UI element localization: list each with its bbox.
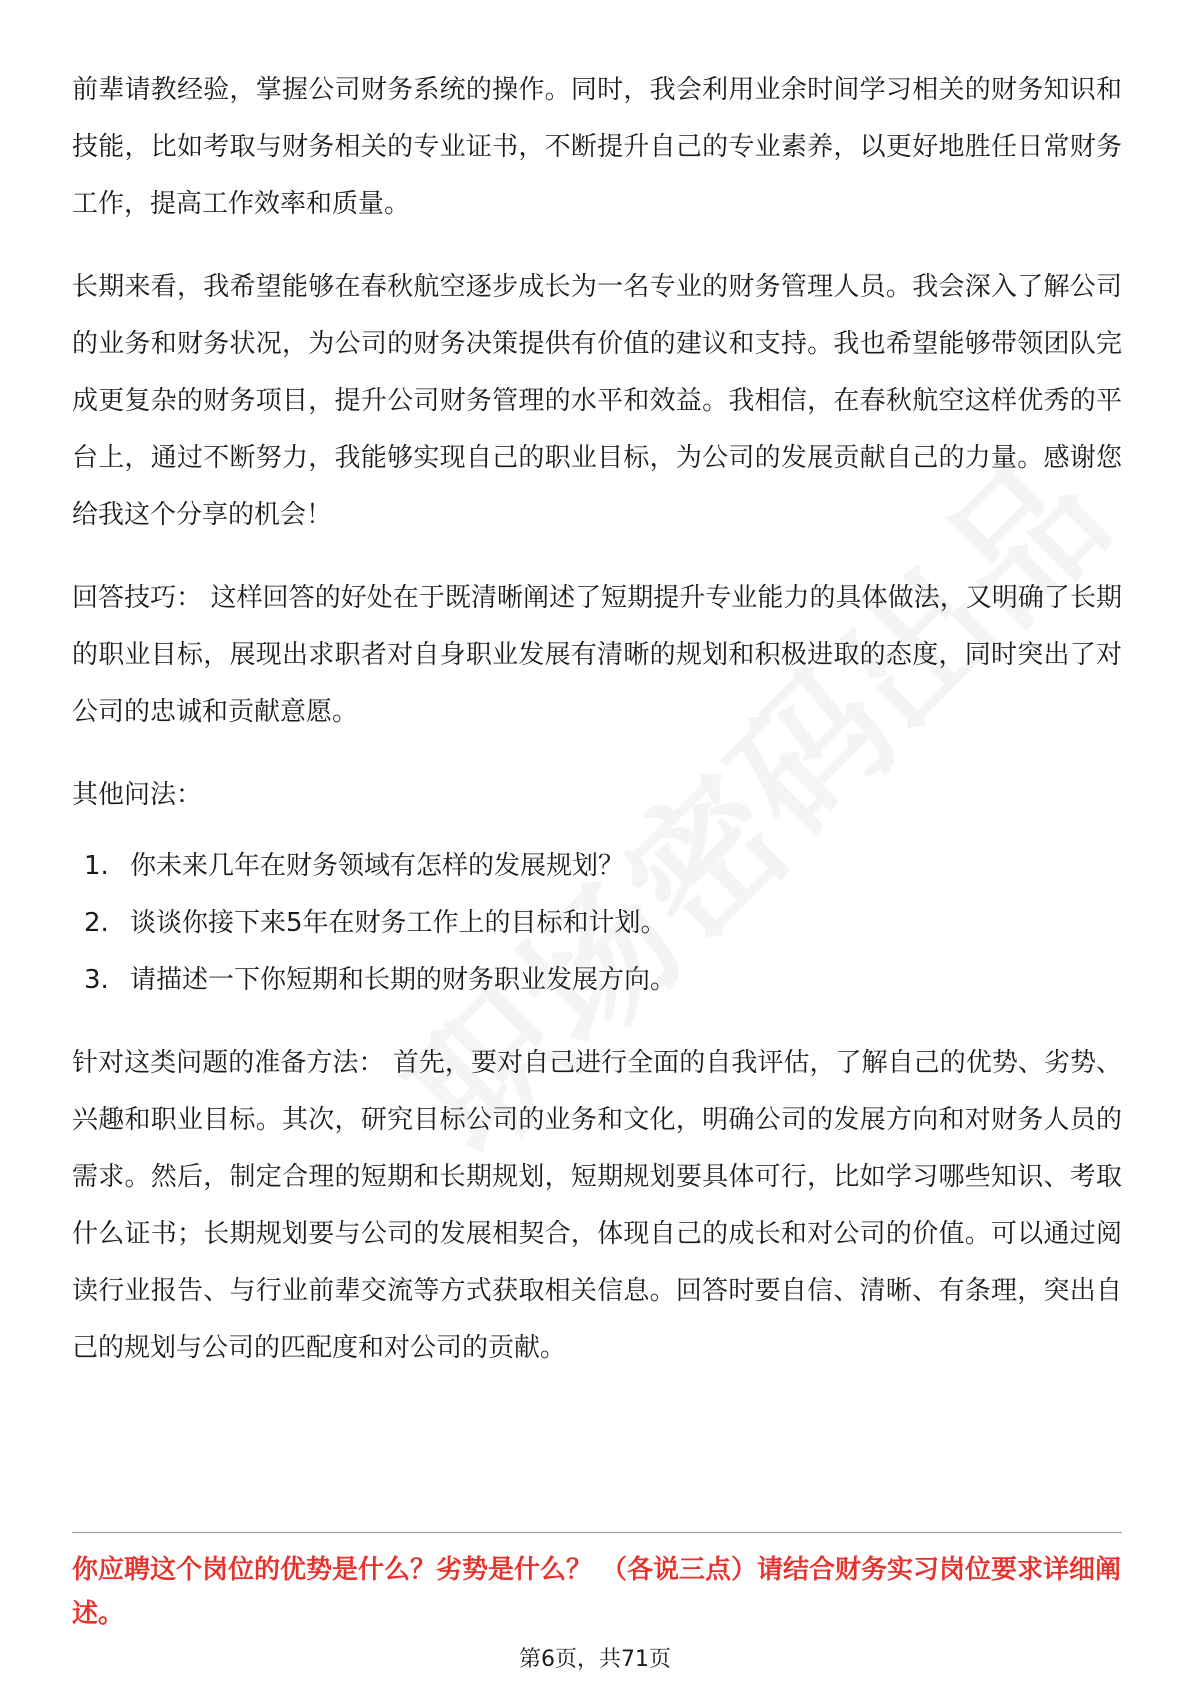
page-number: 第6页，共71页 [519,1647,671,1672]
list-text: 谈谈你接下来5年在财务工作上的目标和计划。 [130,908,667,938]
list-item [72,838,1122,895]
next-question-heading: 你应聘这个岗位的优势是什么？劣势是什么？ （各说三点）请结合财务实习岗位要求详细阐述。 [72,1555,1122,1629]
divider [72,1532,1122,1533]
list-text: 请描述一下你短期和长期的财务职业发展方向。 [130,965,677,995]
list-number: 1. [84,851,109,881]
list-number: 3. [84,965,109,995]
list-item [72,895,1122,952]
other-questions-label: 其他问法： [72,780,203,810]
list-number: 2. [84,908,109,938]
paragraph-long-term: 长期来看，我希望能够在春秋航空逐步成长为一名专业的财务管理人员。我会深入了解公司的业务和财务状况，为公司的财务决策提供有价值的建议和支持。我也希望能够带领团队完成更复杂的财务项目，提升公司财务管理的水平和效益。我相信，在春秋航空这样优秀的平台上，通过不断努力，我能够实现自己的职业目标，为公司的发展贡献自己的力量。感谢您给我这个分享的机会！ [72,272,1122,530]
paragraph-short-term: 前辈请教经验，掌握公司财务系统的操作。同时，我会利用业余时间学习相关的财务知识和技能，比如考取与财务相关的专业证书，不断提升自己的专业素养，以更好地胜任日常财务工作，提高工作效率和质量。 [72,75,1122,219]
paragraph-prep-method: 针对这类问题的准备方法： 首先，要对自己进行全面的自我评估，了解自己的优势、劣势、兴趣和职业目标。其次，研究目标公司的业务和文化，明确公司的发展方向和对财务人员的需求。然后，制定合理的短期和长期规划，短期规划要具体可行，比如学习哪些知识、考取什么证书；长期规划要与公司的发展相契合，体现自己的成长和对公司的价值。可以通过阅读行业报告、与行业前辈交流等方式获取相关信息。回答时要自信、清晰、有条理，突出自己的规划与公司的匹配度和对公司的贡献。 [72,1048,1122,1363]
list-item [72,952,1122,1009]
paragraph-answer-tip: 回答技巧： 这样回答的好处在于既清晰阐述了短期提升专业能力的具体做法，又明确了长期的职业目标，展现出求职者对自身职业发展有清晰的规划和积极进取的态度，同时突出了对公司的忠诚和贡献意愿。 [72,583,1122,727]
list-text: 你未来几年在财务领域有怎样的发展规划？ [130,851,625,881]
other-questions-list [72,838,1122,1009]
page-content [72,62,1122,1403]
